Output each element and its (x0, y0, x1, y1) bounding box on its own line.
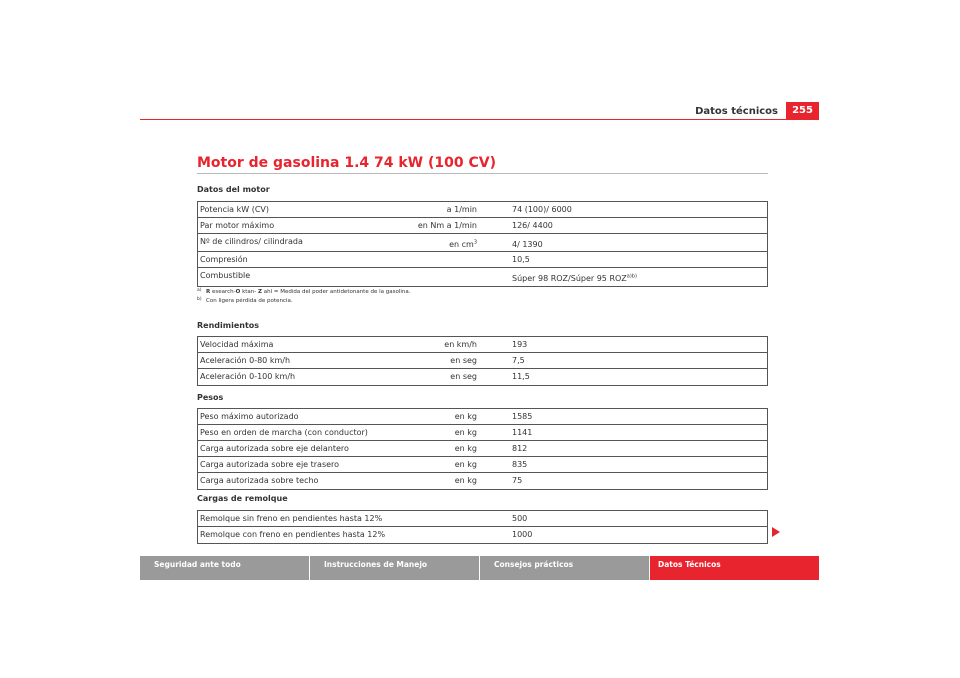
footer-tab-datos-tecnicos[interactable] (650, 556, 819, 580)
row-label: Nº de cilindros/ cilindrada (200, 237, 303, 246)
footnote-text: ahl = Medida del poder antidetonante de la gasolina. (262, 289, 411, 295)
table-row (198, 202, 767, 218)
section-heading-motor: Datos del motor (197, 185, 270, 194)
table-row (198, 353, 767, 369)
table-row (198, 425, 767, 441)
row-value: 10,5 (512, 255, 530, 264)
footnotes (197, 288, 411, 306)
footnote-reference: a)b) (626, 273, 637, 280)
row-unit: en Nm a 1/min (417, 221, 477, 230)
row-value: 835 (512, 460, 528, 469)
row-label: Remolque con freno en pendientes hasta 12% (200, 530, 386, 539)
row-value: 1000 (512, 530, 533, 539)
table-motor (197, 201, 768, 287)
row-unit: en kg (454, 476, 477, 485)
row-label: Peso máximo autorizado (200, 412, 299, 421)
footer-tab-seguridad[interactable] (140, 556, 309, 580)
table-row (198, 268, 767, 286)
footnote-text: Con ligera pérdida de potencia. (206, 298, 293, 304)
row-label: Peso en orden de marcha (con conductor) (200, 428, 368, 437)
row-unit: en seg (450, 372, 477, 381)
footnote-mark: b) (197, 297, 202, 302)
footer-tab-label: Instrucciones de Manejo (324, 560, 428, 569)
table-row (198, 441, 767, 457)
row-label: Carga autorizada sobre techo (200, 476, 319, 485)
row-label: Carga autorizada sobre eje delantero (200, 444, 349, 453)
unit-text: en cm (449, 240, 474, 249)
table-row (198, 473, 767, 489)
row-label: Carga autorizada sobre eje trasero (200, 460, 340, 469)
table-row (198, 369, 767, 385)
table-row (198, 234, 767, 252)
row-unit: en kg (454, 444, 477, 453)
footer-tab-label: Consejos prácticos (494, 560, 574, 569)
row-unit: en kg (454, 460, 477, 469)
row-unit: en km/h (444, 340, 477, 349)
row-label: Par motor máximo (200, 221, 275, 230)
footer-tab-label: Seguridad ante todo (154, 560, 241, 569)
row-label: Compresión (200, 255, 248, 264)
running-header: Datos técnicos (695, 106, 778, 117)
row-label: Velocidad máxima (200, 340, 274, 349)
table-row (198, 252, 767, 268)
row-value: 11,5 (512, 372, 530, 381)
row-unit (449, 240, 477, 249)
row-value: 126/ 4400 (512, 221, 553, 230)
row-value: 193 (512, 340, 528, 349)
table-row (198, 218, 767, 234)
footnote (197, 297, 411, 306)
row-unit: en kg (454, 412, 477, 421)
footer-tab-consejos[interactable] (480, 556, 649, 580)
table-row (198, 511, 767, 527)
footer-tab-instrucciones[interactable] (310, 556, 479, 580)
table-row (198, 409, 767, 425)
unit-superscript: 3 (473, 239, 477, 246)
row-value (512, 274, 637, 283)
footnote-text: esearch- (210, 289, 236, 295)
table-rendimientos (197, 336, 768, 386)
row-value: 500 (512, 514, 528, 523)
footnote-bold-letter: O (235, 289, 241, 295)
table-remolque (197, 510, 768, 544)
row-value: 1585 (512, 412, 533, 421)
section-heading-rendimientos: Rendimientos (197, 321, 260, 330)
row-label: Aceleración 0-100 km/h (200, 372, 296, 381)
page-title: Motor de gasolina 1.4 74 kW (100 CV) (197, 155, 496, 171)
page-number: 255 (786, 102, 819, 120)
row-label: Potencia kW (CV) (200, 205, 270, 214)
section-heading-pesos: Pesos (197, 393, 224, 402)
title-rule (197, 173, 768, 174)
footnote-mark: a) (197, 288, 202, 293)
table-row (198, 337, 767, 353)
footnote (197, 288, 411, 297)
table-pesos (197, 408, 768, 490)
footnote-text: ktan- (240, 289, 259, 295)
row-value: 7,5 (512, 356, 525, 365)
section-heading-remolque: Cargas de remolque (197, 494, 288, 503)
footnote-bold-letter: Z (258, 289, 263, 295)
row-label: Combustible (200, 271, 251, 280)
row-value: 1141 (512, 428, 533, 437)
row-value: 75 (512, 476, 523, 485)
triangle-right-icon[interactable] (772, 527, 780, 537)
row-value: 812 (512, 444, 528, 453)
row-unit: a 1/min (446, 205, 477, 214)
value-text: Súper 98 ROZ/Súper 95 ROZ (512, 274, 627, 283)
header-rule (140, 119, 819, 120)
row-value: 4/ 1390 (512, 240, 543, 249)
footnote-bold-letter: R (206, 289, 211, 295)
row-unit: en kg (454, 428, 477, 437)
row-unit: en seg (450, 356, 477, 365)
table-row (198, 457, 767, 473)
footer-tab-label: Datos Técnicos (658, 560, 721, 569)
row-label: Aceleración 0-80 km/h (200, 356, 291, 365)
row-label: Remolque sin freno en pendientes hasta 12% (200, 514, 383, 523)
table-row (198, 527, 767, 543)
row-value: 74 (100)/ 6000 (512, 205, 572, 214)
